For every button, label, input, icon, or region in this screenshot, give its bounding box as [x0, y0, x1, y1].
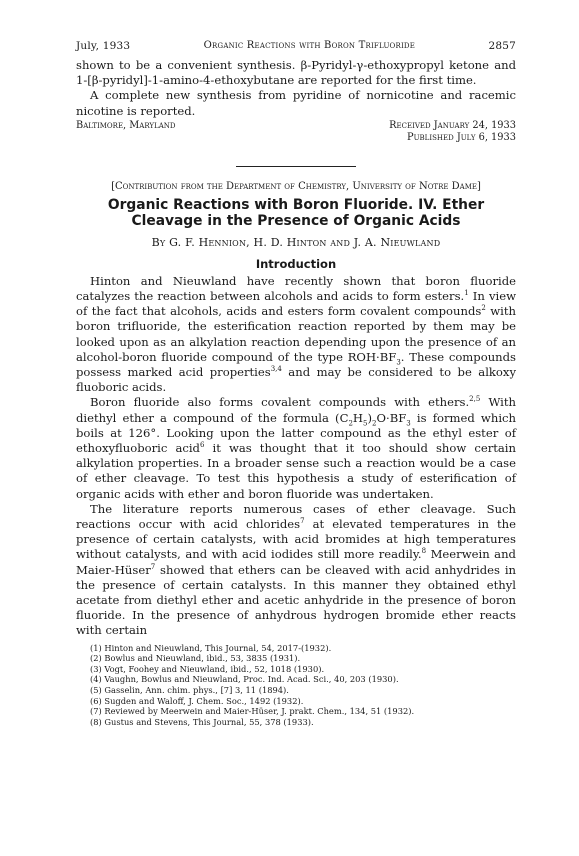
footnote: (6) Sugden and Waloff, J. Chem. Soc., 1492 (1932).	[90, 695, 304, 706]
footnote: (8) Gustus and Stevens, This Journal, 55, 378 (1933).	[90, 716, 314, 727]
article-body	[76, 274, 516, 639]
footnotes	[76, 643, 516, 728]
running-header	[76, 40, 516, 52]
footnote: (4) Vaughn, Bowlus and Nieuwland, Proc. Ind. Acad. Sci., 40, 203 (1930).	[90, 674, 399, 685]
article-divider	[236, 166, 356, 167]
header-date: July, 1933	[76, 40, 131, 52]
body-paragraph-3: The literature reports numerous cases of ether cleavage. Such reactions occur with acid chlorides$^7$ at elevated temperatures in the presence of certain catalysts, with acid bromides at high temperatures without catalysts, and with acid iodides still more readily.$^8$ Meerwein and Maier-Hüser$^7$ showed that ethers can be cleaved with acid anhydrides in the presence of certain catalysts. In this manner they obtained ethyl acetate from diethyl ether and acetic anhydride in the presence of boron fluoride. In the presence of anhydrous hydrogen bromide ether reacts with certain	[76, 501, 516, 638]
article-title: Organic Reactions with Boron Fluoride. IV. Ether Cleavage in the Presence of Organic Acids	[107, 196, 485, 229]
location: Baltimore, Maryland	[76, 119, 176, 131]
contribution-line: [Contribution from the Department of Chemistry, University of Notre Dame]	[111, 180, 481, 192]
footnote: (1) Hinton and Nieuwland, This Journal, 54, 2017-(1932).	[90, 642, 332, 653]
received-date: Received January 24, 1933	[389, 119, 516, 131]
body-paragraph-1: Hinton and Nieuwland have recently shown that boron fluoride catalyzes the reaction between alcohols and acids to form esters.$^1$ In view of the fact that alcohols, acids and esters form covalent compounds$^2$ with boron trifluoride, the esterification reaction reported by them may be looked upon as an alkylation reaction depending upon the presence of an alcohol-boron fluoride compound of the type $ROH\cdot BF_3$. These compounds possess marked acid properties$^{3,4}$ and may be considered to be alkoxy fluoboric acids.	[76, 273, 516, 395]
footnote: (2) Bowlus and Nieuwland, ibid., 53, 3835 (1931).	[90, 653, 301, 664]
prev-article-paragraph-2: A complete new synthesis from pyridine of nornicotine and racemic nicotine is reported.	[76, 88, 516, 118]
section-heading: Introduction	[255, 256, 337, 271]
prev-article-paragraph-1: shown to be a convenient synthesis. β-Pyridyl-γ-ethoxypropyl ketone and 1-[β-pyridyl]-1-amino-4-ethoxybutane are reported for the first time.	[76, 58, 516, 88]
footnote: (7) Reviewed by Meerwein and Maier-Hüser, J. prakt. Chem., 134, 51 (1932).	[90, 706, 415, 717]
prev-article-dateline	[76, 120, 516, 144]
published-date: Published July 6, 1933	[407, 131, 516, 143]
body-paragraph-2: Boron fluoride also forms covalent compounds with ethers.$^{2,5}$ With diethyl ether a compound of the formula $(C_2H_5)_2O\cdot BF_3$ is formed which boils at 126°. Looking upon the latter compound as the ethyl ester of ethoxyfluoboric acid$^6$ it was thought that it too should show certain alkylation properties. In a broader sense such a reaction would be a case of ether cleavage. To test this hypothesis a study of esterification of organic acids with ether and boron fluoride was undertaken.	[76, 395, 516, 501]
footnote: (5) Gasselin, Ann. chim. phys., [7] 3, 11 (1894).	[90, 685, 289, 696]
footnote: (3) Vogt, Foohey and Nieuwland, ibid., 52, 1018 (1930).	[90, 663, 325, 674]
author-line: By G. F. Hennion, H. D. Hinton and J. A. Nieuwland	[151, 235, 441, 249]
header-title: Organic Reactions with Boron Trifluoride	[203, 40, 416, 51]
journal-page	[76, 40, 516, 727]
page-number: 2857	[488, 40, 516, 52]
